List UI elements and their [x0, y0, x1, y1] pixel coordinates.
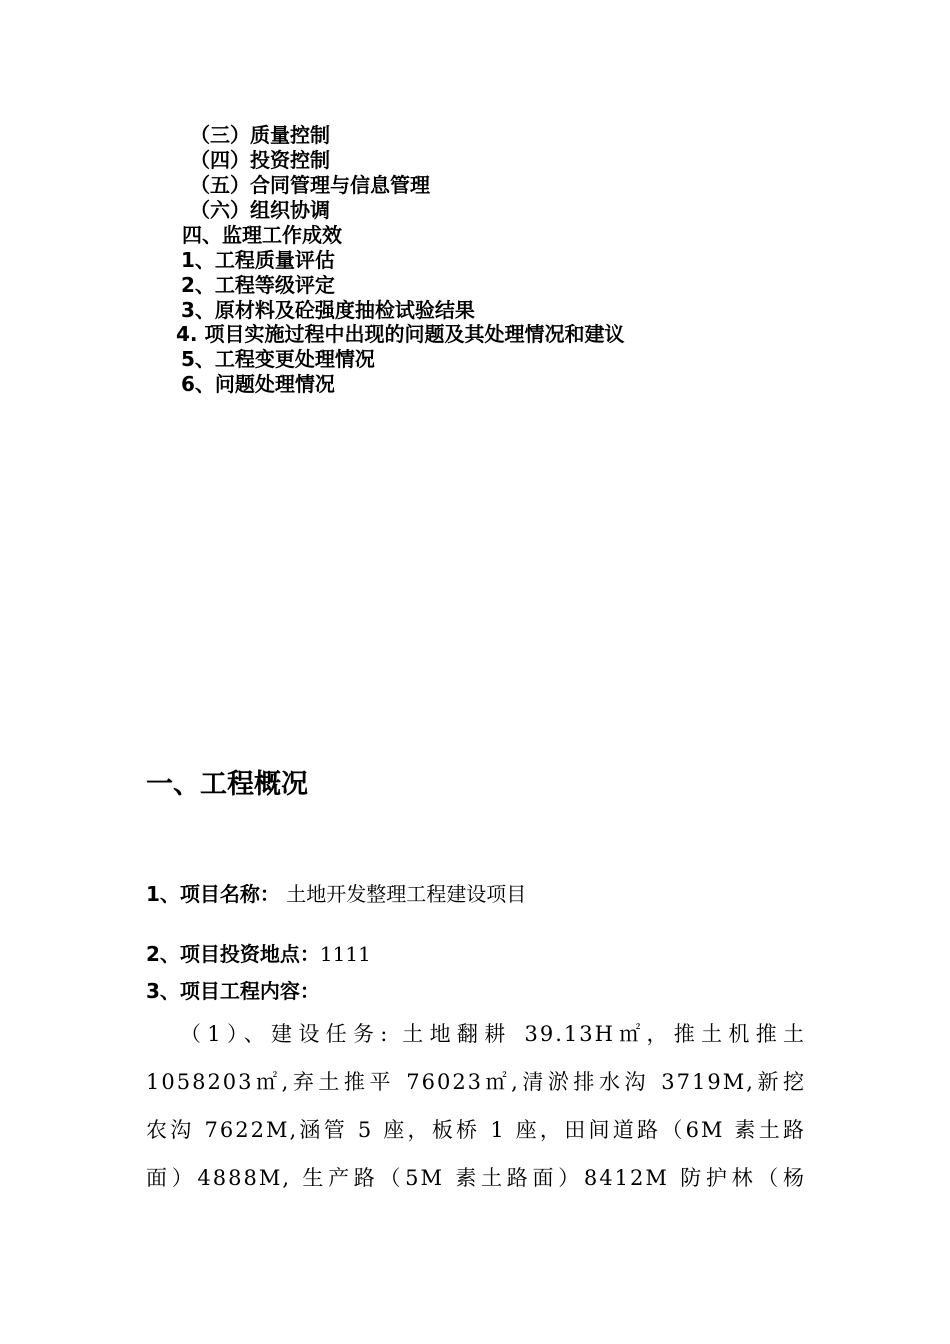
paragraph-line: 1058203㎡,弃土推平 76023㎡,清淤排水沟 3719M,新挖: [146, 1070, 806, 1094]
toc-item: 6、问题处理情况: [181, 372, 335, 396]
toc-item: （五）合同管理与信息管理: [190, 173, 430, 197]
toc-item: 3、原材料及砼强度抽检试验结果: [181, 298, 475, 322]
project-name-row: [146, 879, 526, 909]
content-label: 3、项目工程内容：: [146, 979, 320, 1003]
toc-item: （三）质量控制: [190, 123, 330, 147]
paragraph-line: 面）4888M, 生产路（5M 素土路面）8412M 防护林（杨: [146, 1166, 806, 1190]
paragraph-line: （1）、建设任务: 土地翻耕 39.13H㎡，推土机推土: [180, 1022, 806, 1046]
toc-item: 四、监理工作成效: [182, 223, 342, 247]
construction-tasks-paragraph: [146, 1010, 806, 1202]
toc-item: 5、工程变更处理情况: [181, 347, 375, 371]
section-heading: 一、工程概况: [146, 769, 308, 800]
location-value: 1111: [319, 942, 371, 966]
toc-item: 2、工程等级评定: [181, 273, 335, 297]
toc-item: （六）组织协调: [190, 198, 330, 222]
toc-item: 1、工程质量评估: [181, 248, 335, 272]
location-label: 2、项目投资地点：: [146, 942, 320, 966]
paragraph-line: 农沟 7622M,涵管 5 座，板桥 1 座，田间道路（6M 素土路: [146, 1118, 806, 1142]
toc-item: 4. 项目实施过程中出现的问题及其处理情况和建议: [176, 322, 625, 346]
location-row: [146, 939, 371, 969]
content-row: [146, 976, 320, 1006]
project-name-label: 1、项目名称：: [146, 882, 280, 906]
toc-item: （四）投资控制: [190, 148, 330, 172]
project-name-value: 土地开发整理工程建设项目: [279, 882, 527, 906]
